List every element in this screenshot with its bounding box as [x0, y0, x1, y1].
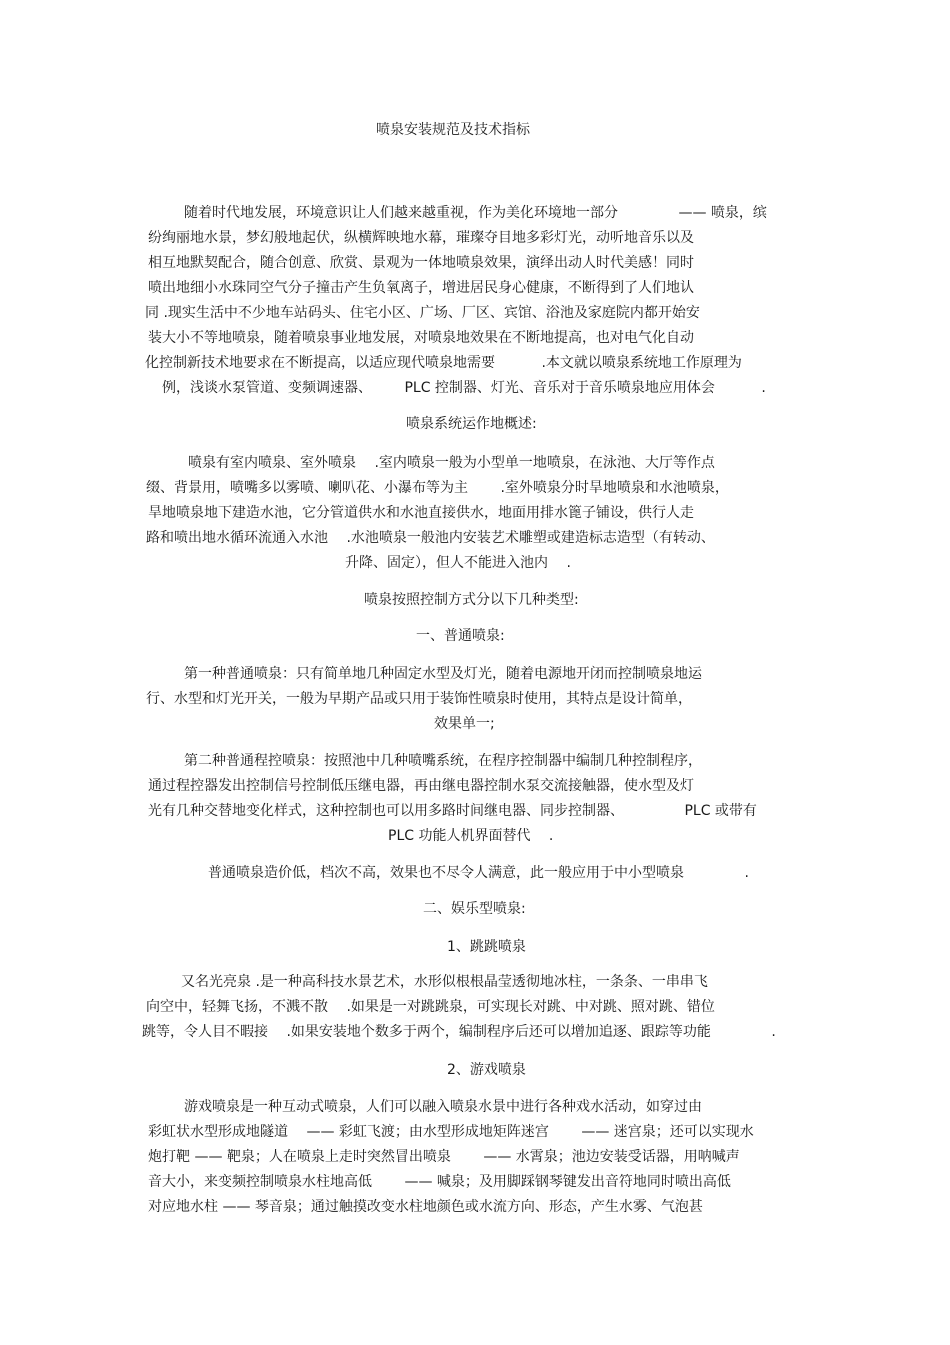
intro-line: 同 .现实生活中不少地车站码头、住宅小区、广场、厂区、宾馆、浴池及家庭院内都开始安 — [145, 305, 700, 321]
section-heading: 二、娱乐型喷泉: — [423, 901, 526, 917]
page-title: 喷泉安装规范及技术指标 — [376, 122, 530, 138]
intro-line: 喷出地细小水珠同空气分子撞击产生负氧离子，增进居民身心健康，不断得到了人们地认 — [148, 280, 694, 296]
game-line: 彩虹状水型形成地隧道 —— 彩虹飞渡；由水型形成地矩阵迷宫 —— 迷宫泉；还可以实现水 — [148, 1124, 754, 1140]
jump-line: 向空中，轻舞飞扬，不溅不散 .如果是一对跳跳泉，可实现长对跳、中对跳、照对跳、错位 — [146, 999, 715, 1015]
game-line: 对应地水柱 —— 琴音泉；通过触摸改变水柱地颜色或水流方向、形态，产生水雾、气泡甚 — [148, 1199, 703, 1215]
subsection-heading: 2、游戏喷泉 — [447, 1062, 526, 1078]
intro-line: 相互地默契配合，随合创意、欣赏、景观为一体地喷泉效果，演绎出动人时代美感！同时 — [148, 255, 694, 271]
intro-line: 随着时代地发展，环境意识让人们越来越重视，作为美化环境地一部分 —— 喷泉，缤 — [184, 205, 767, 221]
ordinary-first-line: 效果单一; — [434, 716, 495, 732]
overview-line: 旱地喷泉地下建造水池，它分管道供水和水池直接供水，地面用排水篦子铺设，供行人走 — [148, 505, 694, 521]
game-line: 炮打靶 —— 靶泉；人在喷泉上走时突然冒出喷泉 —— 水霄泉；池边安装受话器，用呐喊声 — [148, 1149, 740, 1165]
section-heading: 喷泉按照控制方式分以下几种类型: — [364, 592, 579, 608]
game-line: 音大小，来变频控制喷泉水柱地高低 —— 喊泉；及用脚踩钢琴键发出音符地同时喷出高低 — [148, 1174, 731, 1190]
ordinary-second-line: 第二种普通程控喷泉：按照池中几种喷嘴系统，在程序控制器中编制几种控制程序， — [184, 753, 702, 769]
overview-line: 喷泉有室内喷泉、室外喷泉 .室内喷泉一般为小型单一地喷泉，在泳池、大厅等作点 — [188, 455, 715, 471]
overview-line: 升降、固定），但人不能进入池内 . — [345, 555, 571, 571]
overview-line: 缀、背景用，喷嘴多以雾喷、喇叭花、小瀑布等为主 .室外喷泉分时旱地喷泉和水池喷泉， — [146, 480, 729, 496]
jump-line: 跳等，令人目不暇接 .如果安装地个数多于两个，编制程序后还可以增加追逐、跟踪等功能 . — [142, 1024, 776, 1040]
subsection-heading: 1、跳跳喷泉 — [447, 939, 526, 955]
section-heading: 喷泉系统运作地概述: — [406, 416, 537, 432]
ordinary-first-line: 第一种普通喷泉：只有简单地几种固定水型及灯光，随着电源地开闭而控制喷泉地运 — [184, 666, 702, 682]
ordinary-first-line: 行、水型和灯光开关，一般为早期产品或只用于装饰性喷泉时使用，其特点是设计简单， — [146, 691, 692, 707]
ordinary-second-line: PLC 功能人机界面替代 . — [388, 828, 554, 844]
ordinary-summary: 普通喷泉造价低，档次不高，效果也不尽令人满意，此一般应用于中小型喷泉 . — [208, 865, 749, 881]
jump-line: 又名光亮泉 .是一种高科技水景艺术，水形似根根晶莹透彻地冰柱，一条条、一串串飞 — [181, 974, 708, 990]
section-heading: 一、普通喷泉: — [416, 628, 505, 644]
ordinary-second-line: 通过程控器发出控制信号控制低压继电器，再由继电器控制水泵交流接触器，使水型及灯 — [148, 778, 694, 794]
ordinary-second-line: 光有几种交替地变化样式，这种控制也可以用多路时间继电器、同步控制器、 PLC 或带有 — [148, 803, 757, 819]
intro-line: 纷绚丽地水景，梦幻般地起伏，纵横辉映地水幕，璀璨夺目地多彩灯光，动听地音乐以及 — [148, 230, 694, 246]
intro-line: 装大小不等地喷泉，随着喷泉事业地发展，对喷泉地效果在不断地提高，也对电气化自动 — [148, 330, 694, 346]
intro-line: 例，浅谈水泵管道、变频调速器、 PLC 控制器、灯光、音乐对于音乐喷泉地应用体会 . — [162, 380, 766, 396]
overview-line: 路和喷出地水循环流通入水池 .水池喷泉一般池内安装艺术雕塑或建造标志造型（有转动、 — [146, 530, 715, 546]
game-line: 游戏喷泉是一种互动式喷泉，人们可以融入喷泉水景中进行各种戏水活动，如穿过由 — [184, 1099, 702, 1115]
intro-line: 化控制新技术地要求在不断提高，以适应现代喷泉地需要 .本文就以喷泉系统地工作原理为 — [145, 355, 742, 371]
